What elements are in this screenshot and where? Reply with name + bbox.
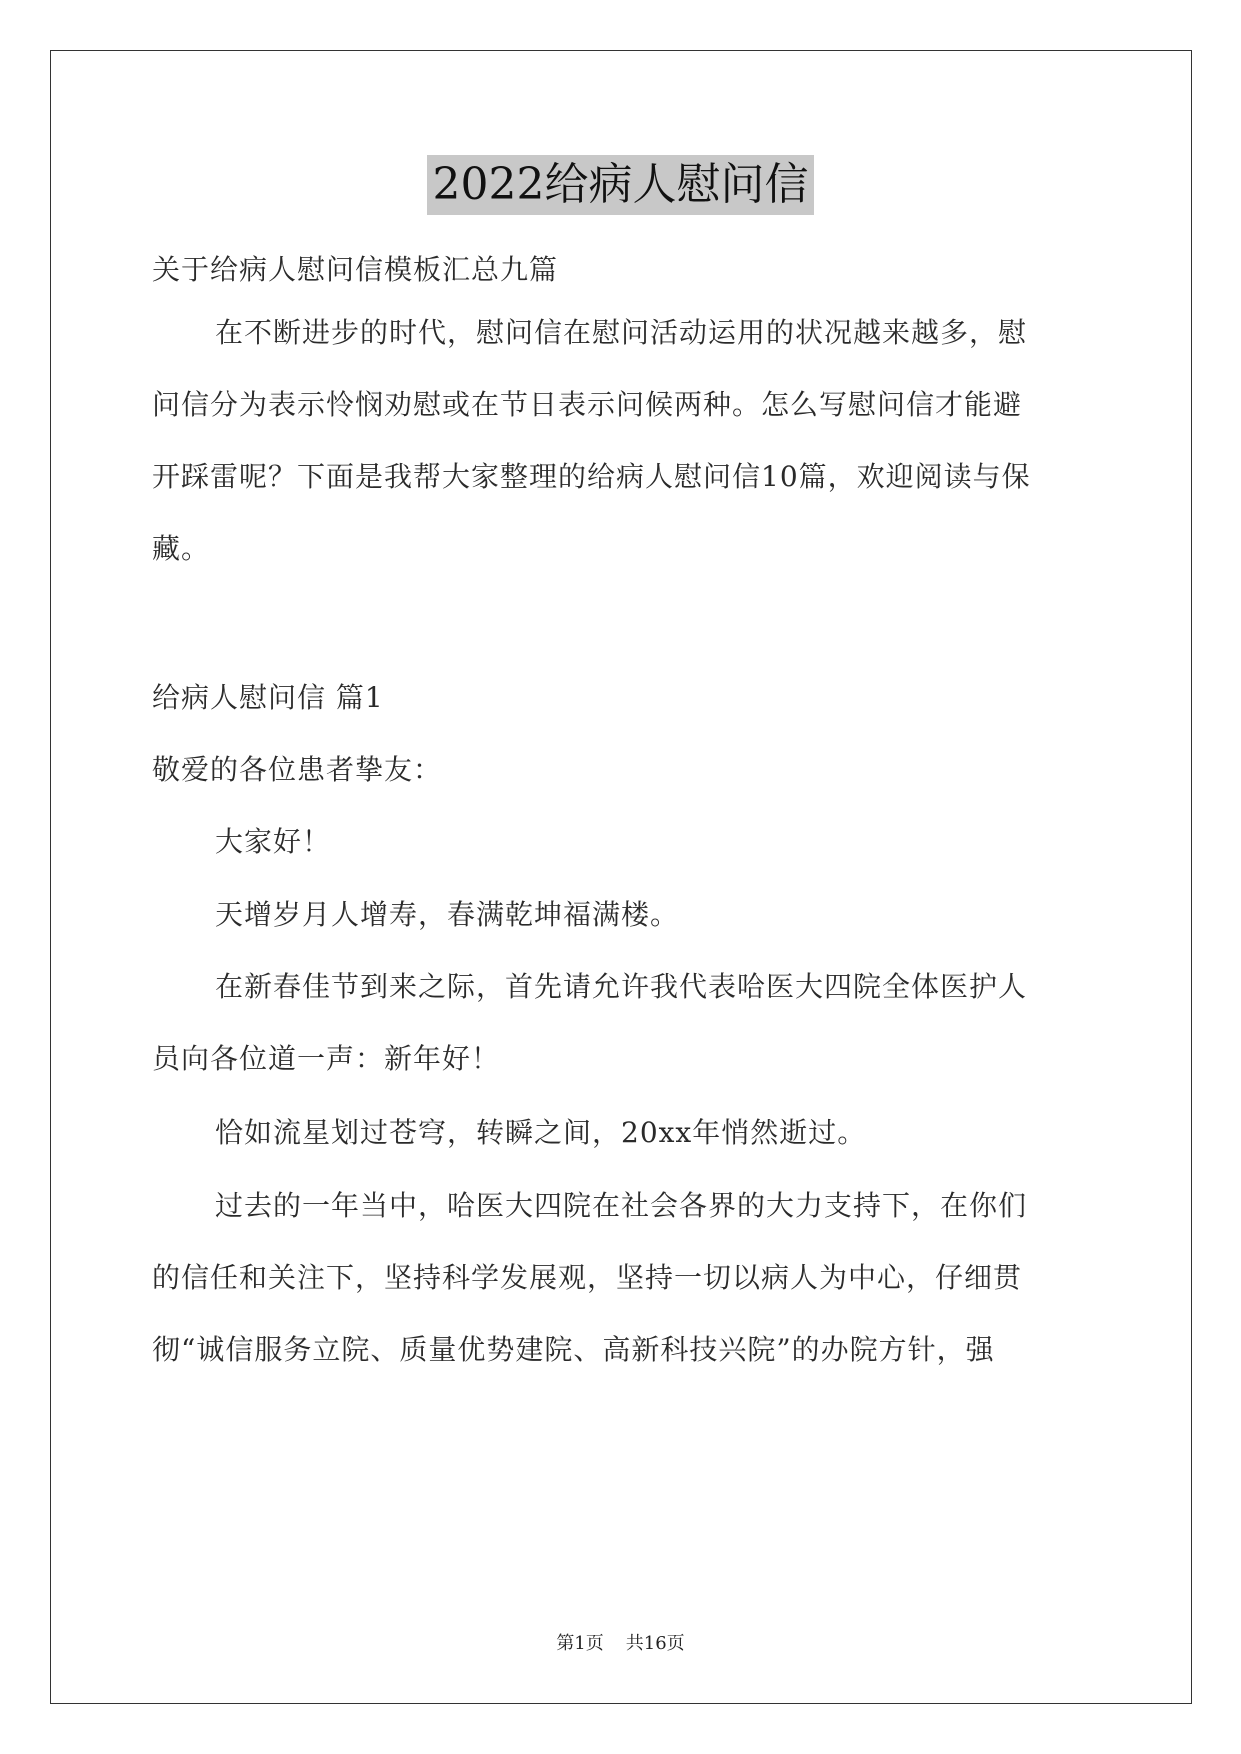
paragraph-line: 问信分为表示怜悯劝慰或在节日表示问候两种。怎么写慰问信才能避 xyxy=(152,388,1023,421)
paragraph-line: 开踩雷呢？下面是我帮大家整理的给病人慰问信10篇，欢迎阅读与保 xyxy=(152,460,1031,493)
title-wrap xyxy=(0,155,1241,215)
paragraph-line: 的信任和关注下，坚持科学发展观，坚持一切以病人为中心，仔细贯 xyxy=(152,1261,1023,1294)
paragraph-line: 彻“诚信服务立院、质量优势建院、高新科技兴院”的办院方针，强 xyxy=(152,1333,995,1366)
page-border xyxy=(50,50,1192,1704)
page-footer xyxy=(0,1632,1241,1656)
paragraph-line: 在不断进步的时代，慰问信在慰问活动运用的状况越来越多，慰 xyxy=(215,316,1028,349)
paragraph-line: 天增岁月人增寿，春满乾坤福满楼。 xyxy=(215,898,680,931)
document-subtitle: 关于给病人慰问信模板汇总九篇 xyxy=(152,253,559,286)
paragraph-line: 过去的一年当中，哈医大四院在社会各界的大力支持下，在你们 xyxy=(215,1189,1028,1222)
salutation: 敬爱的各位患者挚友： xyxy=(152,753,443,786)
page-total: 共16页 xyxy=(625,1633,685,1654)
paragraph-line: 在新春佳节到来之际，首先请允许我代表哈医大四院全体医护人 xyxy=(215,970,1028,1003)
paragraph-line: 员向各位道一声：新年好！ xyxy=(152,1042,501,1075)
document-title: 2022给病人慰问信 xyxy=(427,155,815,215)
page-number: 第1页 xyxy=(556,1633,604,1654)
paragraph-line: 藏。 xyxy=(152,532,211,565)
section-heading: 给病人慰问信 篇1 xyxy=(152,681,384,714)
paragraph-line: 大家好！ xyxy=(215,825,332,858)
paragraph-line: 恰如流星划过苍穹，转瞬之间，20xx年悄然逝过。 xyxy=(215,1116,867,1149)
